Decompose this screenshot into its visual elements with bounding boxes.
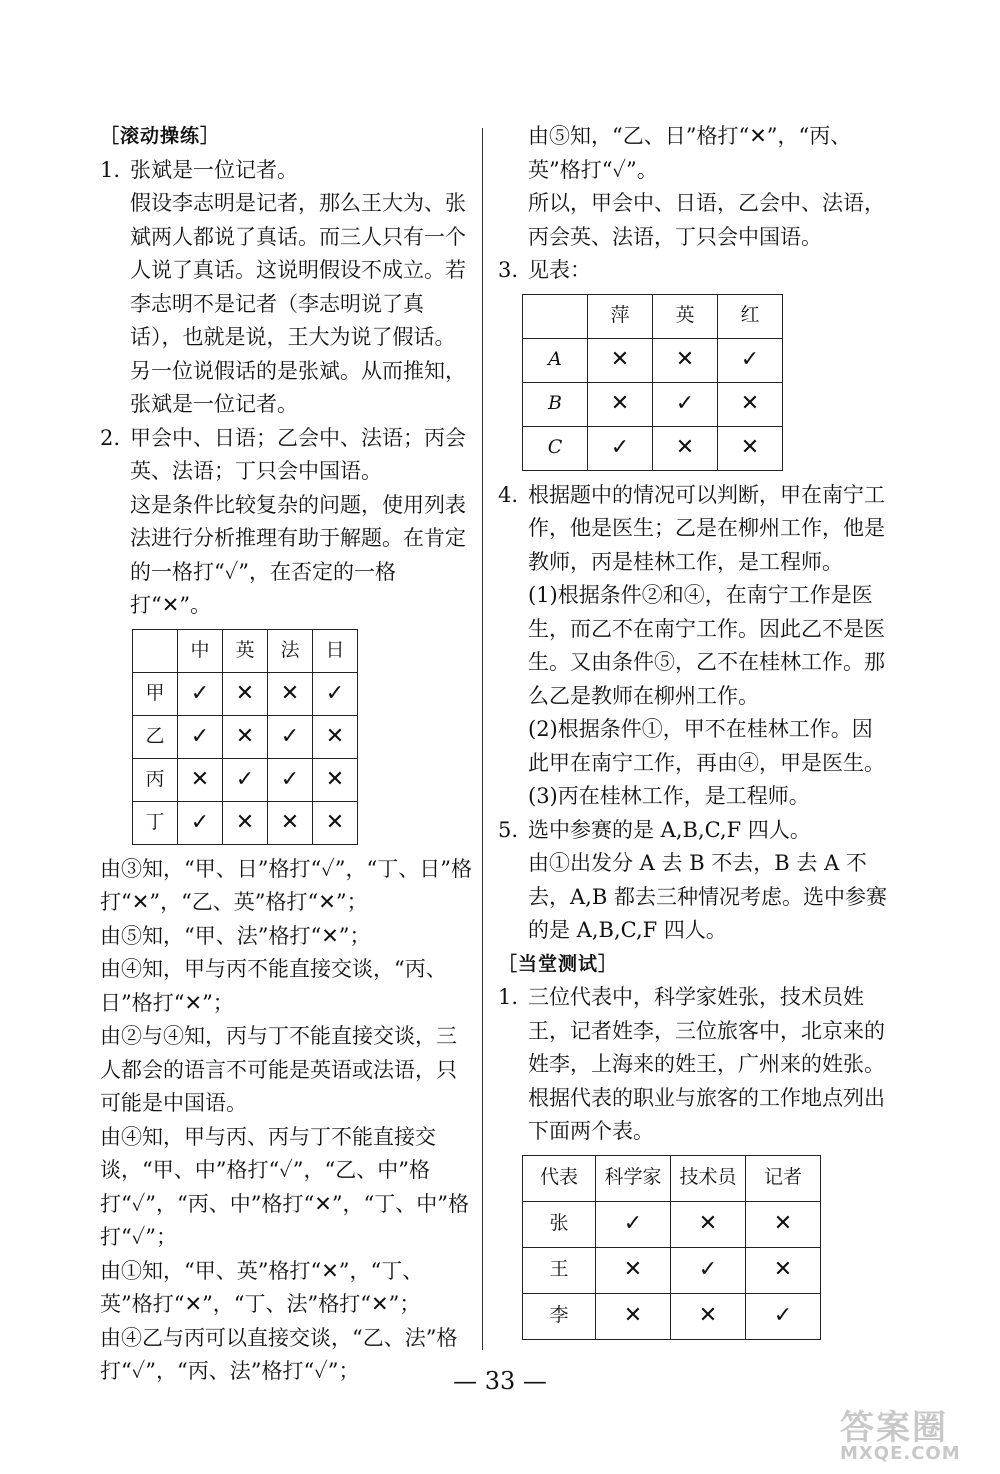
table-row [523, 382, 783, 426]
table-row [133, 758, 358, 801]
row-label: A [523, 338, 588, 382]
header-cell: 代表 [523, 1155, 596, 1201]
question-2 [100, 422, 472, 489]
question-answer: 选中参赛的是 A,B,C,F 四人。 [528, 817, 811, 842]
header-cell [133, 629, 178, 672]
row-label: 李 [523, 1293, 596, 1339]
page-number: — 33 — [453, 1367, 547, 1395]
mark-cell: ✕ [596, 1247, 671, 1293]
mark-cell: ✕ [313, 758, 358, 801]
table-row [523, 1201, 821, 1247]
header-cell: 技术员 [671, 1155, 746, 1201]
mark-cell: ✕ [588, 382, 653, 426]
table-header-row [523, 1155, 821, 1201]
mark-cell: ✓ [268, 758, 313, 801]
table-row [523, 338, 783, 382]
mark-cell: ✕ [718, 382, 783, 426]
question-explanation: 根据代表的职业与旅客的工作地点列出下面两个表。 [528, 1085, 885, 1143]
mark-cell: ✓ [178, 672, 223, 715]
mark-cell: ✕ [718, 426, 783, 470]
question-number: 1. [498, 985, 519, 1009]
question-answer: 张斌是一位记者。 [130, 157, 298, 182]
mark-cell: ✕ [653, 338, 718, 382]
reasoning-step: 由④乙与丙可以直接交谈，“乙、法”格打“✓”，“丙、法”格打“✓”； [100, 1325, 458, 1383]
table-wrapper [100, 629, 472, 845]
table-row [133, 715, 358, 758]
question-explanation: 这是条件比较复杂的问题，使用列表法进行分析推理有助于解题。在肯定的一格打“✓”，在否定的一格打“✕”。 [130, 492, 466, 617]
question-number: 5. [498, 817, 519, 842]
mark-cell: ✕ [223, 715, 268, 758]
header-cell: 法 [268, 629, 313, 672]
mark-cell: ✕ [746, 1201, 821, 1247]
mark-cell: ✕ [223, 672, 268, 715]
section-heading-class-test: ［当堂测试］ [498, 952, 619, 975]
mark-cell: ✓ [746, 1293, 821, 1339]
question-explanation: 由①出发分 A 去 B 不去，B 去 A 不去，A,B 都去三种情况考虑。选中参赛的是 A,B,C,F 四人。 [528, 851, 887, 942]
table-header-row [523, 294, 783, 338]
table-row [523, 1293, 821, 1339]
mark-cell: ✓ [268, 715, 313, 758]
question-answer: 根据题中的情况可以判断，甲在南宁工作，他是医生；乙是在柳州工作，他是教师，丙是桂林工作，是工程师。 [528, 482, 885, 574]
row-label: 丙 [133, 758, 178, 801]
question-number: 1. [100, 157, 121, 182]
row-label: 张 [523, 1201, 596, 1247]
mark-cell: ✕ [313, 715, 358, 758]
mark-cell: ✓ [671, 1247, 746, 1293]
question-1 [100, 154, 472, 188]
mark-cell: ✓ [313, 672, 358, 715]
question-answer: 三位代表中，科学家姓张，技术员姓王，记者姓李，三位旅客中，北京来的姓李，上海来的姓王，广州来的姓张。 [528, 985, 885, 1076]
header-cell: 英 [653, 294, 718, 338]
reasoning-step: 由②与④知，丙与丁不能直接交谈，三人都会的语言不可能是英语或法语，只可能是中国语。 [100, 1024, 457, 1115]
mark-cell: ✓ [596, 1201, 671, 1247]
reasoning-conclusion: 所以，甲会中、日语，乙会中、法语，丙会英、法语，丁只会中国语。 [528, 191, 885, 249]
header-cell: 英 [223, 629, 268, 672]
reasoning-step: 由④知，甲与丙不能直接交谈，“丙、日”格打“✕”； [100, 957, 447, 1015]
section-heading-rolling-practice: ［滚动操练］ [100, 125, 221, 147]
question-number: 3. [498, 258, 519, 282]
name-table [522, 294, 783, 471]
watermark-text: 答案圈 [840, 1408, 948, 1448]
header-cell [523, 294, 588, 338]
mark-cell: ✕ [746, 1247, 821, 1293]
header-cell: 日 [313, 629, 358, 672]
mark-cell: ✓ [178, 715, 223, 758]
header-cell: 科学家 [596, 1155, 671, 1201]
mark-cell: ✕ [671, 1201, 746, 1247]
reasoning-step: (1)根据条件②和④，在南宁工作是医生，而乙不在南宁工作。因此乙不是医生。又由条件⑤，乙不在桂林工作。那么乙是教师在柳州工作。 [528, 583, 885, 708]
mark-cell: ✕ [588, 338, 653, 382]
question-answer: 甲会中、日语；乙会中、法语；丙会英、法语；丁只会中国语。 [130, 425, 466, 483]
question-explanation: 假设李志明是记者，那么王大为、张斌两人都说了真话。而三人只有一个人说了真话。这说明假设不成立。若李志明不是记者（李志明说了真话），也就是说，王大为说了假话。另一位说假话的是张斌。从而推知，张斌是一位记者。 [130, 191, 466, 416]
test-question-1 [498, 981, 890, 1082]
table-header-row [133, 629, 358, 672]
mark-cell: ✓ [653, 382, 718, 426]
language-table [132, 629, 358, 845]
reasoning-step: (3)丙在桂林工作，是工程师。 [528, 784, 810, 808]
mark-cell: ✕ [671, 1293, 746, 1339]
mark-cell: ✓ [588, 426, 653, 470]
header-cell: 萍 [588, 294, 653, 338]
reasoning-step: 由③知，“甲、日”格打“✓”，“丁、日”格打“✕”，“乙、英”格打“✕”； [100, 856, 472, 914]
mark-cell: ✕ [596, 1293, 671, 1339]
mark-cell: ✕ [313, 801, 358, 844]
mark-cell: ✕ [223, 801, 268, 844]
question-4 [498, 479, 890, 580]
watermark-logo [840, 1400, 990, 1470]
reasoning-step: 由⑤知，“乙、日”格打“✕”，“丙、英”格打“✓”。 [528, 124, 852, 182]
table-row [133, 672, 358, 715]
question-number: 4. [498, 482, 519, 507]
table-row [523, 1247, 821, 1293]
row-label: 王 [523, 1247, 596, 1293]
mark-cell: ✓ [718, 338, 783, 382]
left-column [100, 120, 472, 1389]
row-label: 丁 [133, 801, 178, 844]
row-label: 甲 [133, 672, 178, 715]
question-number: 2. [100, 425, 121, 450]
column-divider [482, 128, 483, 1350]
reasoning-step: 由④知，甲与丙、丙与丁不能直接交谈，“甲、中”格打“✓”，“乙、中”格打“✓”，“丙、中”格打“✕”，“丁、中”格打“✓”； [100, 1124, 470, 1249]
reasoning-step: 由①知，“甲、英”格打“✕”，“丁、英”格打“✕”，“丁、法”格打“✕”； [100, 1258, 424, 1316]
mark-cell: ✕ [178, 758, 223, 801]
table-row [133, 801, 358, 844]
row-label: 乙 [133, 715, 178, 758]
row-label: B [523, 382, 588, 426]
watermark-url: MXQE.COM [840, 1443, 961, 1464]
mark-cell: ✕ [268, 672, 313, 715]
mark-cell: ✕ [268, 801, 313, 844]
mark-cell: ✓ [178, 801, 223, 844]
question-3 [498, 254, 890, 288]
row-label: C [523, 426, 588, 470]
table-row [523, 426, 783, 470]
header-cell: 红 [718, 294, 783, 338]
header-cell: 中 [178, 629, 223, 672]
header-cell: 记者 [746, 1155, 821, 1201]
mark-cell: ✓ [223, 758, 268, 801]
reasoning-step: (2)根据条件①，甲不在桂林工作。因此甲在南宁工作，再由④，甲是医生。 [528, 717, 885, 775]
question-answer: 见表： [528, 258, 591, 282]
mark-cell: ✕ [653, 426, 718, 470]
question-5 [498, 814, 890, 848]
representative-table [522, 1155, 821, 1340]
reasoning-step: 由⑤知，“甲、法”格打“✕”； [100, 923, 371, 948]
right-column [498, 120, 890, 1348]
